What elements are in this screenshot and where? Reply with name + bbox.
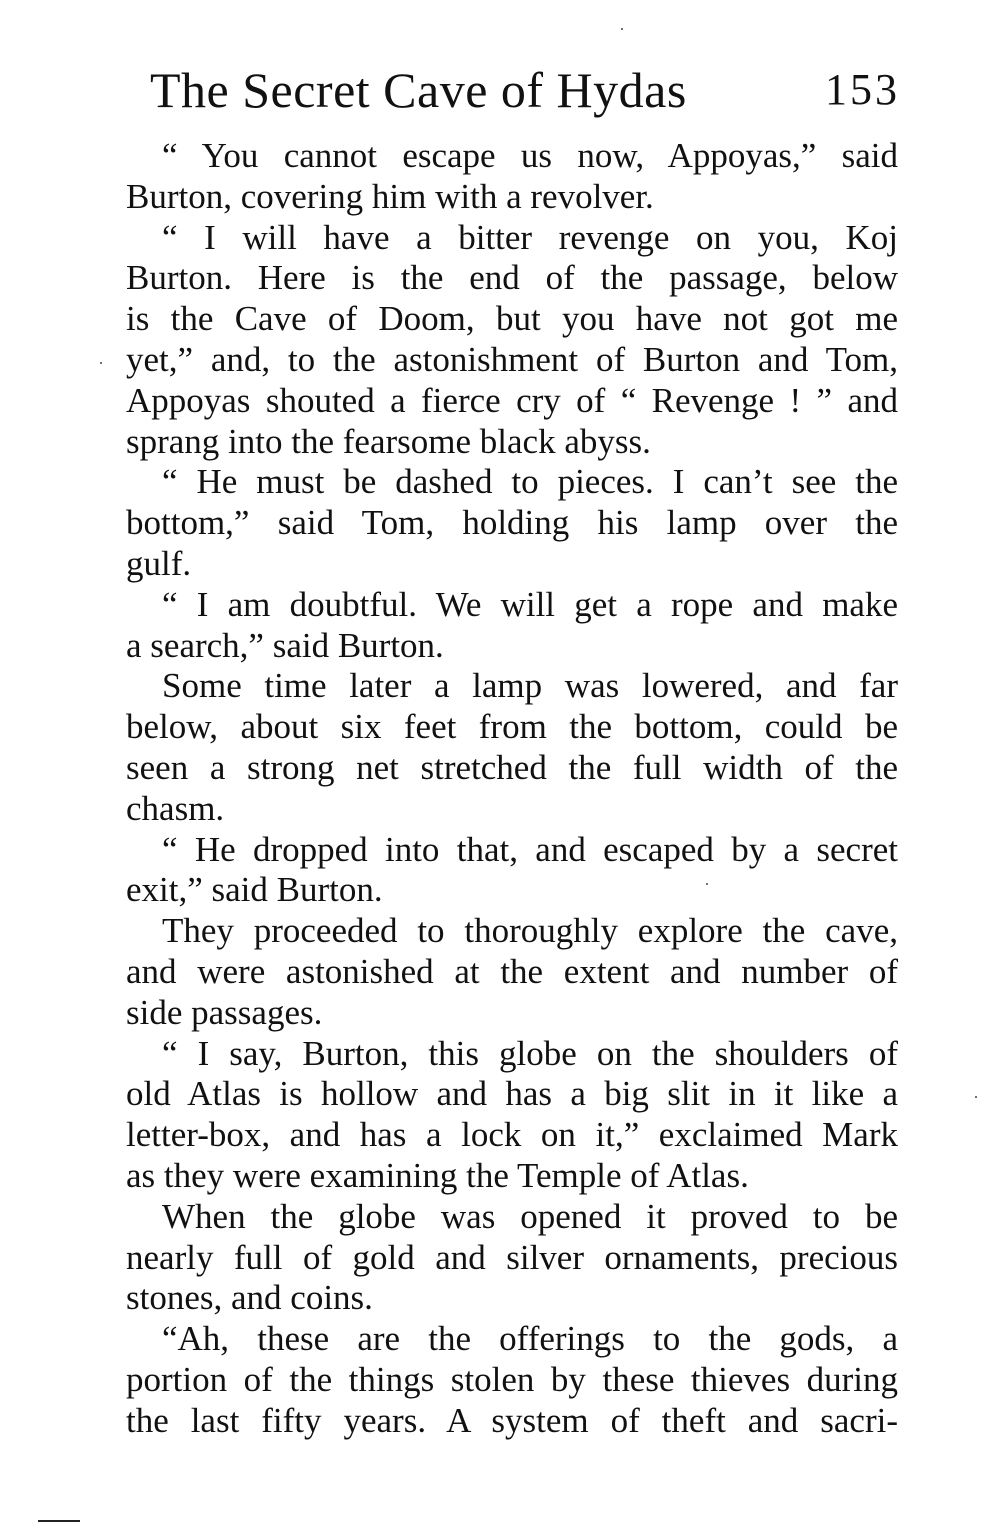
text-line: “ You cannot escape us now, Appoyas,” said	[162, 136, 898, 175]
text-line: as they were examining the Temple of Atlas.	[126, 1155, 749, 1195]
page-number: 153	[825, 65, 900, 114]
text-line: When the globe was opened it proved to be	[162, 1196, 898, 1236]
text-line: Some time later a lamp was lowered, and far	[162, 666, 898, 706]
paper-speck	[621, 28, 623, 30]
text-line: old Atlas is hollow and has a big slit in it like a	[126, 1074, 898, 1114]
text-line: “ I am doubtful. We will get a rope and make	[162, 584, 898, 624]
text-line: side passages.	[126, 992, 323, 1032]
text-line: yet,” and, to the astonishment of Burton and Tom,	[126, 339, 898, 379]
body-text	[126, 136, 898, 1442]
running-title: The Secret Cave of Hydas	[150, 62, 687, 118]
text-line: “Ah, these are the offerings to the gods, a	[162, 1319, 898, 1359]
text-line: below, about six feet from the bottom, could be	[126, 707, 898, 747]
text-line: “ I will have a bitter revenge on you, Koj	[162, 217, 898, 257]
text-line: exit,” said Burton.	[126, 870, 383, 910]
running-head	[150, 60, 900, 120]
text-line: stones, and coins.	[126, 1278, 373, 1318]
text-line: nearly full of gold and silver ornaments, precious	[126, 1237, 898, 1277]
text-line: and were astonished at the extent and number of	[126, 951, 898, 991]
text-line: chasm.	[126, 788, 225, 828]
text-line: Appoyas shouted a fierce cry of “ Revenge ! ” and	[126, 380, 898, 420]
text-line: the last fifty years. A system of theft and sacri-	[126, 1400, 898, 1440]
paper-speck	[100, 362, 102, 364]
text-line: letter-box, and has a lock on it,” exclaimed Mark	[126, 1115, 898, 1155]
footer-rule	[38, 1520, 80, 1522]
text-line: “ He dropped into that, and escaped by a secret	[162, 829, 898, 869]
text-line: seen a strong net stretched the full width of the	[126, 747, 898, 787]
text-line: Burton. Here is the end of the passage, below	[126, 258, 898, 298]
text-line: gulf.	[126, 543, 192, 583]
text-line: Burton, covering him with a revolver.	[126, 176, 654, 216]
text-line: They proceeded to thoroughly explore the cave,	[162, 911, 898, 951]
text-line: “ He must be dashed to pieces. I can’t see the	[162, 462, 898, 502]
text-line: portion of the things stolen by these thieves during	[126, 1359, 898, 1399]
text-line: “ I say, Burton, this globe on the shoulders of	[162, 1033, 898, 1073]
text-line: bottom,” said Tom, holding his lamp over the	[126, 503, 898, 543]
paper-speck	[975, 1096, 977, 1098]
paper-speck	[706, 883, 708, 885]
text-line: is the Cave of Doom, but you have not got me	[126, 299, 898, 339]
text-line: sprang into the fearsome black abyss.	[126, 421, 651, 461]
text-line: a search,” said Burton.	[126, 625, 444, 665]
